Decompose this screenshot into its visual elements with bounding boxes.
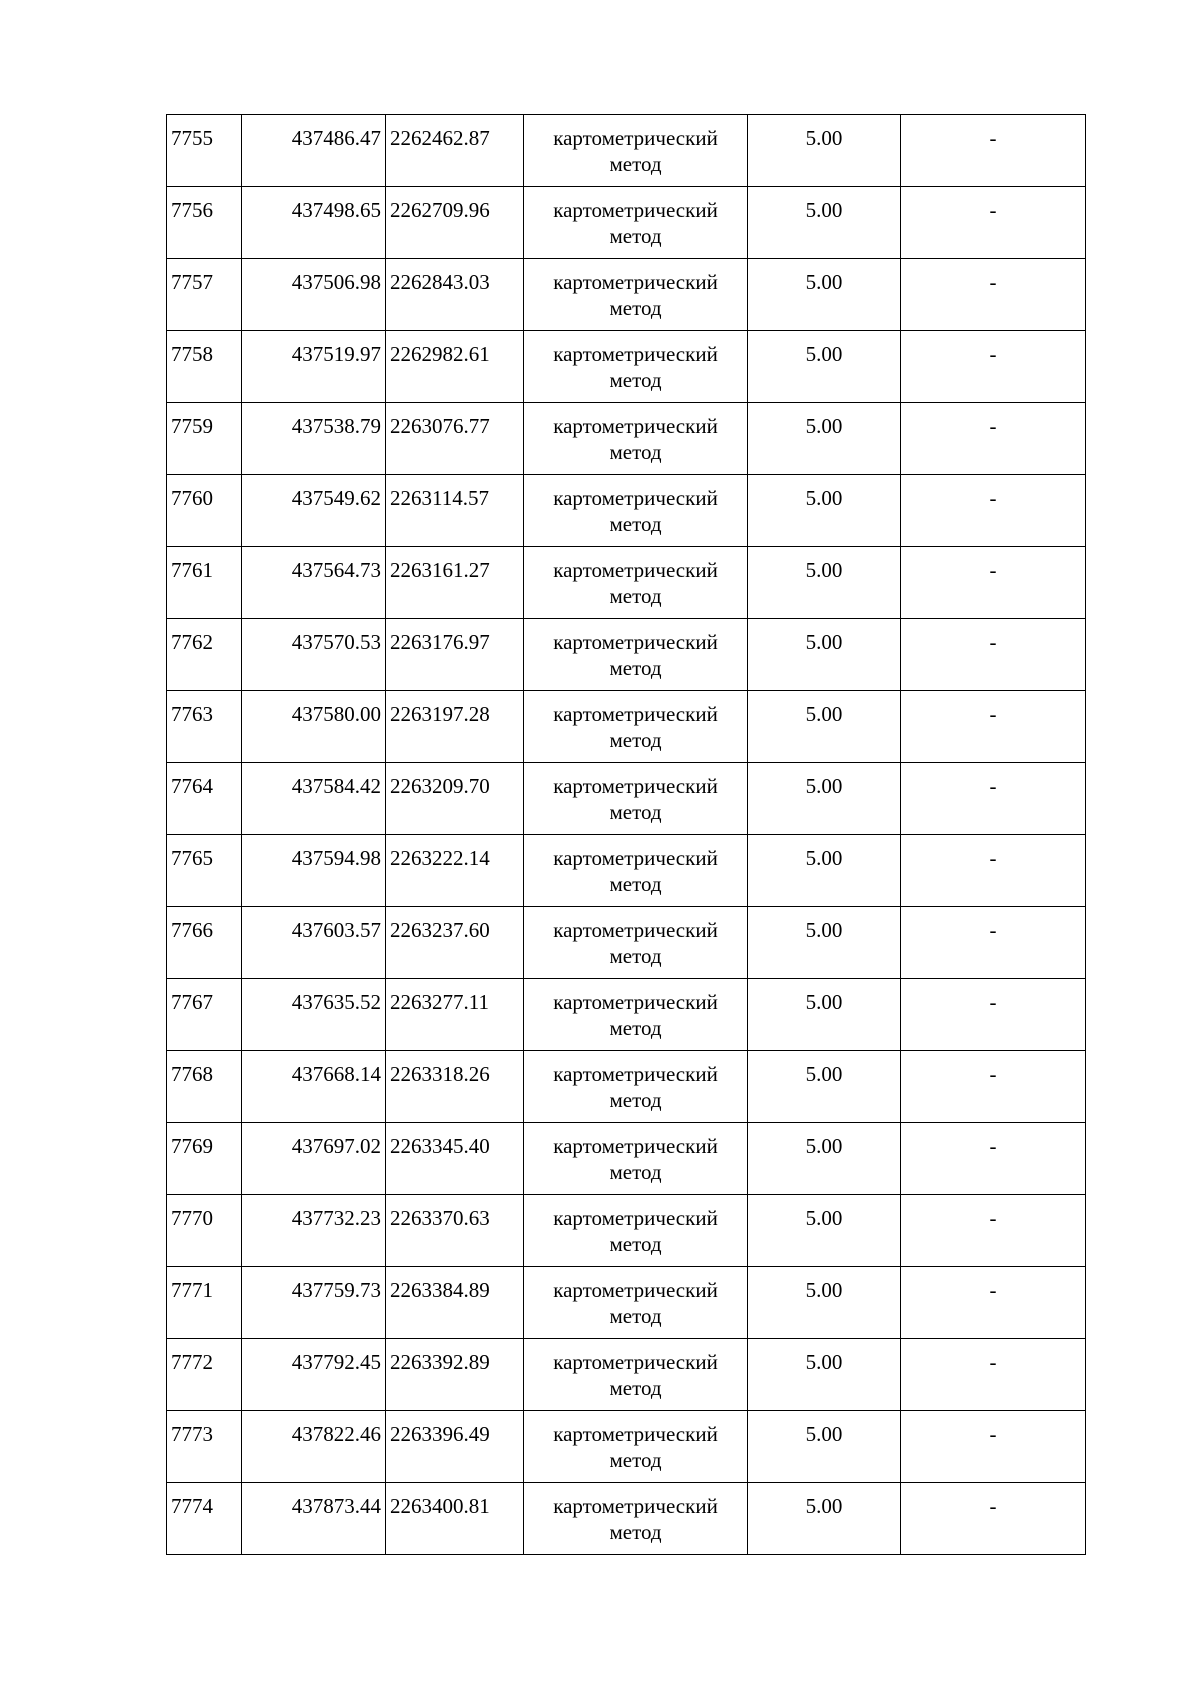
point-number-cell: 7762 [167,619,242,691]
y-coordinate-cell: 2263237.60 [386,907,524,979]
method-line-1: картометрический [553,1350,718,1374]
point-number-cell: 7772 [167,1339,242,1411]
accuracy-cell: 5.00 [748,403,901,475]
method-cell [524,187,748,259]
method-cell [524,1483,748,1555]
method-cell [524,547,748,619]
method-line-2: метод [609,944,662,968]
x-coordinate-cell: 437697.02 [242,1123,386,1195]
method-cell [524,475,748,547]
method-cell [524,835,748,907]
method-line-2: метод [609,1232,662,1256]
x-coordinate-cell: 437570.53 [242,619,386,691]
method-line-2: метод [609,1376,662,1400]
x-coordinate-cell: 437732.23 [242,1195,386,1267]
point-number-cell: 7759 [167,403,242,475]
method-line-2: метод [609,656,662,680]
note-cell: - [901,1483,1086,1555]
y-coordinate-cell: 2263392.89 [386,1339,524,1411]
method-line-1: картометрический [553,1134,718,1158]
y-coordinate-cell: 2263400.81 [386,1483,524,1555]
table-row [167,259,1086,331]
table-row [167,187,1086,259]
method-line-1: картометрический [553,774,718,798]
point-number-cell: 7766 [167,907,242,979]
x-coordinate-cell: 437506.98 [242,259,386,331]
accuracy-cell: 5.00 [748,691,901,763]
method-line-1: картометрический [553,702,718,726]
method-line-2: метод [609,872,662,896]
point-number-cell: 7756 [167,187,242,259]
accuracy-cell: 5.00 [748,1051,901,1123]
accuracy-cell: 5.00 [748,1267,901,1339]
note-cell: - [901,187,1086,259]
point-number-cell: 7768 [167,1051,242,1123]
method-cell [524,1339,748,1411]
x-coordinate-cell: 437603.57 [242,907,386,979]
note-cell: - [901,1195,1086,1267]
method-line-1: картометрический [553,486,718,510]
y-coordinate-cell: 2263384.89 [386,1267,524,1339]
note-cell: - [901,619,1086,691]
method-line-1: картометрический [553,342,718,366]
accuracy-cell: 5.00 [748,475,901,547]
method-line-1: картометрический [553,126,718,150]
y-coordinate-cell: 2263209.70 [386,763,524,835]
accuracy-cell: 5.00 [748,763,901,835]
y-coordinate-cell: 2262843.03 [386,259,524,331]
point-number-cell: 7763 [167,691,242,763]
table-row [167,907,1086,979]
method-line-2: метод [609,296,662,320]
x-coordinate-cell: 437635.52 [242,979,386,1051]
accuracy-cell: 5.00 [748,187,901,259]
x-coordinate-cell: 437564.73 [242,547,386,619]
x-coordinate-cell: 437549.62 [242,475,386,547]
point-number-cell: 7755 [167,115,242,187]
y-coordinate-cell: 2263396.49 [386,1411,524,1483]
x-coordinate-cell: 437538.79 [242,403,386,475]
note-cell: - [901,979,1086,1051]
method-cell [524,1195,748,1267]
accuracy-cell: 5.00 [748,619,901,691]
method-cell [524,763,748,835]
method-line-2: метод [609,1160,662,1184]
y-coordinate-cell: 2263197.28 [386,691,524,763]
note-cell: - [901,331,1086,403]
y-coordinate-cell: 2262709.96 [386,187,524,259]
note-cell: - [901,1051,1086,1123]
table-row [167,619,1086,691]
point-number-cell: 7769 [167,1123,242,1195]
table-row [167,547,1086,619]
table-body [167,115,1086,1555]
method-line-1: картометрический [553,1062,718,1086]
y-coordinate-cell: 2263114.57 [386,475,524,547]
y-coordinate-cell: 2263222.14 [386,835,524,907]
table-row [167,403,1086,475]
x-coordinate-cell: 437498.65 [242,187,386,259]
y-coordinate-cell: 2263176.97 [386,619,524,691]
method-cell [524,403,748,475]
x-coordinate-cell: 437584.42 [242,763,386,835]
accuracy-cell: 5.00 [748,331,901,403]
method-line-1: картометрический [553,1206,718,1230]
point-number-cell: 7758 [167,331,242,403]
x-coordinate-cell: 437873.44 [242,1483,386,1555]
x-coordinate-cell: 437594.98 [242,835,386,907]
y-coordinate-cell: 2263370.63 [386,1195,524,1267]
table-row [167,1267,1086,1339]
point-number-cell: 7774 [167,1483,242,1555]
point-number-cell: 7757 [167,259,242,331]
method-line-1: картометрический [553,270,718,294]
accuracy-cell: 5.00 [748,1411,901,1483]
point-number-cell: 7761 [167,547,242,619]
note-cell: - [901,907,1086,979]
point-number-cell: 7773 [167,1411,242,1483]
accuracy-cell: 5.00 [748,1339,901,1411]
method-cell [524,619,748,691]
table-row [167,1483,1086,1555]
point-number-cell: 7771 [167,1267,242,1339]
method-line-2: метод [609,152,662,176]
method-cell [524,331,748,403]
note-cell: - [901,835,1086,907]
accuracy-cell: 5.00 [748,115,901,187]
coordinates-table [166,114,1086,1555]
accuracy-cell: 5.00 [748,259,901,331]
method-line-2: метод [609,584,662,608]
note-cell: - [901,259,1086,331]
x-coordinate-cell: 437580.00 [242,691,386,763]
table-row [167,835,1086,907]
method-line-1: картометрический [553,1422,718,1446]
table-row [167,331,1086,403]
x-coordinate-cell: 437759.73 [242,1267,386,1339]
method-cell [524,115,748,187]
note-cell: - [901,403,1086,475]
method-line-2: метод [609,1448,662,1472]
table-row [167,475,1086,547]
method-line-2: метод [609,512,662,536]
y-coordinate-cell: 2263345.40 [386,1123,524,1195]
accuracy-cell: 5.00 [748,1195,901,1267]
point-number-cell: 7765 [167,835,242,907]
note-cell: - [901,1339,1086,1411]
y-coordinate-cell: 2263277.11 [386,979,524,1051]
y-coordinate-cell: 2263076.77 [386,403,524,475]
table-row [167,763,1086,835]
method-line-1: картометрический [553,918,718,942]
table-row [167,1051,1086,1123]
method-cell [524,1411,748,1483]
y-coordinate-cell: 2262982.61 [386,331,524,403]
method-line-1: картометрический [553,846,718,870]
note-cell: - [901,763,1086,835]
method-line-2: метод [609,1016,662,1040]
y-coordinate-cell: 2263161.27 [386,547,524,619]
method-line-2: метод [609,368,662,392]
method-cell [524,691,748,763]
x-coordinate-cell: 437519.97 [242,331,386,403]
method-line-2: метод [609,1304,662,1328]
x-coordinate-cell: 437822.46 [242,1411,386,1483]
note-cell: - [901,475,1086,547]
method-cell [524,1051,748,1123]
method-cell [524,259,748,331]
table-row [167,691,1086,763]
method-line-2: метод [609,1520,662,1544]
accuracy-cell: 5.00 [748,907,901,979]
table-row [167,979,1086,1051]
method-cell [524,907,748,979]
point-number-cell: 7770 [167,1195,242,1267]
method-line-1: картометрический [553,630,718,654]
point-number-cell: 7764 [167,763,242,835]
point-number-cell: 7760 [167,475,242,547]
x-coordinate-cell: 437668.14 [242,1051,386,1123]
method-line-2: метод [609,728,662,752]
point-number-cell: 7767 [167,979,242,1051]
x-coordinate-cell: 437486.47 [242,115,386,187]
y-coordinate-cell: 2263318.26 [386,1051,524,1123]
table-row [167,1123,1086,1195]
accuracy-cell: 5.00 [748,547,901,619]
method-cell [524,979,748,1051]
x-coordinate-cell: 437792.45 [242,1339,386,1411]
table-row [167,115,1086,187]
method-cell [524,1267,748,1339]
accuracy-cell: 5.00 [748,1123,901,1195]
note-cell: - [901,547,1086,619]
table-row [167,1195,1086,1267]
table-row [167,1339,1086,1411]
method-cell [524,1123,748,1195]
table-row [167,1411,1086,1483]
method-line-1: картометрический [553,198,718,222]
note-cell: - [901,691,1086,763]
y-coordinate-cell: 2262462.87 [386,115,524,187]
method-line-2: метод [609,800,662,824]
note-cell: - [901,1123,1086,1195]
method-line-1: картометрический [553,1494,718,1518]
method-line-1: картометрический [553,990,718,1014]
method-line-1: картометрический [553,414,718,438]
method-line-2: метод [609,1088,662,1112]
note-cell: - [901,1267,1086,1339]
method-line-2: метод [609,440,662,464]
accuracy-cell: 5.00 [748,979,901,1051]
method-line-1: картометрический [553,558,718,582]
note-cell: - [901,115,1086,187]
method-line-1: картометрический [553,1278,718,1302]
note-cell: - [901,1411,1086,1483]
method-line-2: метод [609,224,662,248]
accuracy-cell: 5.00 [748,835,901,907]
accuracy-cell: 5.00 [748,1483,901,1555]
